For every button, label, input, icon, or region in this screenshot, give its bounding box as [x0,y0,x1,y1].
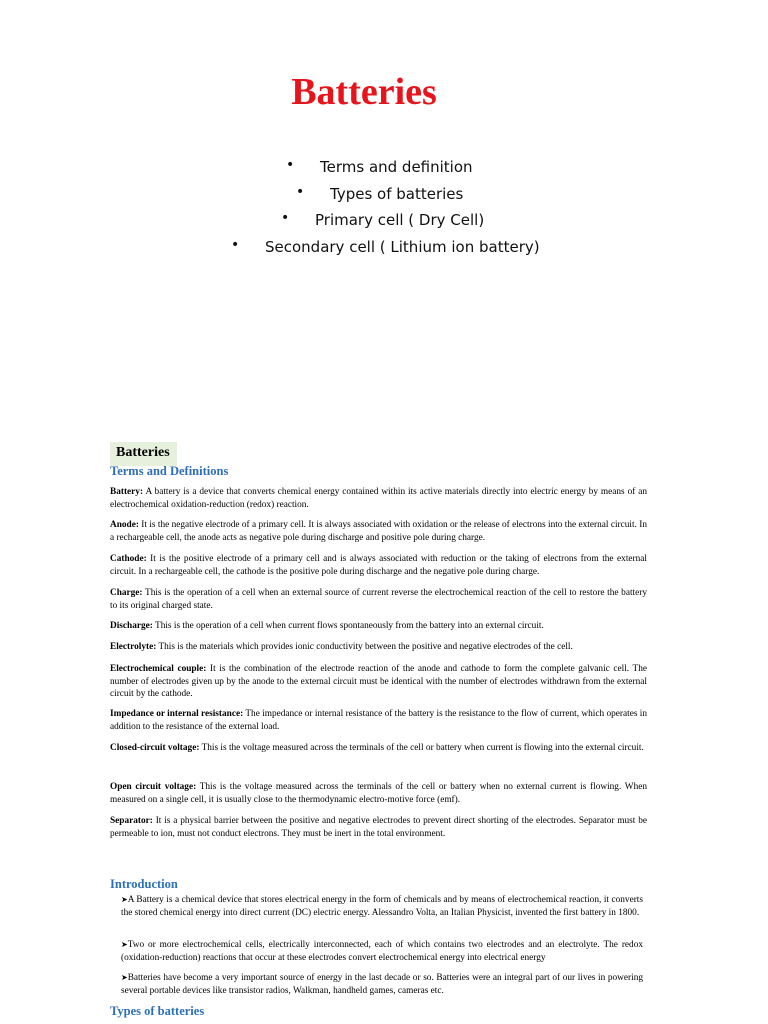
definition-anode: Anode: It is the negative electrode of a primary cell. It is always associated with oxidation or the release of electrons into the external circuit. In a rechargeable cell, the anode acts as negative pole during discharge and positive pole during charge. [110,520,647,543]
definition-battery: Battery: A battery is a device that converts chemical energy contained within its active materials directly into electric energy by means of an electrochemical oxidation-reduction (redox) reaction. [110,487,647,510]
definition-open-circuit-voltage: Open circuit voltage: This is the voltage measured across the terminals of the cell or battery when no external current is flowing. When measured on a single cell, it is usually close to the thermodynamic electro-motive force (emf). [110,782,647,805]
topic-item: • Primary cell ( Dry Cell) [281,210,485,229]
page-title: Batteries [291,71,437,113]
topic-item: • Types of batteries [296,184,464,203]
definition-closed-circuit-voltage: Closed-circuit voltage: This is the voltage measured across the terminals of the cell or battery when current is flowing into the external circuit. [110,743,644,753]
terms-heading: Terms and Definitions [110,464,229,478]
definition-separator: Separator: It is a physical barrier between the positive and negative electrodes to prevent direct shorting of the electrodes. Separator must be permeable to ion, must not conduct electrons. They must be inert in the total environment. [110,816,647,839]
section-heading-box: Batteries [110,442,177,466]
bullet-icon: • [231,237,240,253]
intro-paragraph: ➤Two or more electrochemical cells, electrically interconnected, each of which contains two electrodes and an electrolyte. The redox (oxidation-reduction) reactions that occur at these electrodes convert electrochemical energy into electrical energy [121,940,643,963]
bullet-icon: • [286,157,295,173]
topic-item: • Terms and definition [286,157,473,176]
introduction-heading: Introduction [110,877,178,891]
definition-electrolyte: Electrolyte: This is the materials which provides ionic conductivity between the positive and negative electrodes of the cell. [110,642,573,652]
bullet-icon: • [296,184,305,200]
arrow-icon: ➤ [121,940,128,949]
arrow-icon: ➤ [121,973,128,982]
intro-paragraph: ➤A Battery is a chemical device that stores electrical energy in the form of chemicals and by means of electrochemical reaction, it converts the stored chemical energy into direct current (DC) electric energy. Alessandro Volta, an Italian Physicist, invented the first battery in 1800. [121,895,643,918]
topic-item: • Secondary cell ( Lithium ion battery) [231,237,540,256]
types-heading: Types of batteries [110,1004,205,1018]
definition-cathode: Cathode: It is the positive electrode of a primary cell and is always associated with reduction or the taking of electrons from the external circuit. In a rechargeable cell, the cathode is the positive pole during discharge and the negative pole during charge. [110,554,647,577]
bullet-icon: • [281,210,290,226]
intro-paragraph: ➤Batteries have become a very important source of energy in the last decade or so. Batteries were an integral part of our lives in powering several portable devices like transistor radios, Walkman, handheld games, cameras etc. [121,973,643,996]
definition-charge: Charge: This is the operation of a cell when an external source of current reverse the electrochemical reaction of the cell to restore the battery to its original charged state. [110,588,647,611]
definition-impedance: Impedance or internal resistance: The impedance or internal resistance of the battery is the resistance to the flow of current, which operates in addition to the resistance of the external load. [110,709,648,732]
definition-discharge: Discharge: This is the operation of a cell when current flows spontaneously from the battery into an external circuit. [110,621,544,631]
definition-electrochemical-couple: Electrochemical couple: It is the combination of the electrode reaction of the anode and cathode to form the complete galvanic cell. The number of electrodes given up by the anode to the external circuit must be identical with the number of electrodes withdrawn from the external circuit by the cathode. [110,664,648,699]
arrow-icon: ➤ [121,895,128,904]
